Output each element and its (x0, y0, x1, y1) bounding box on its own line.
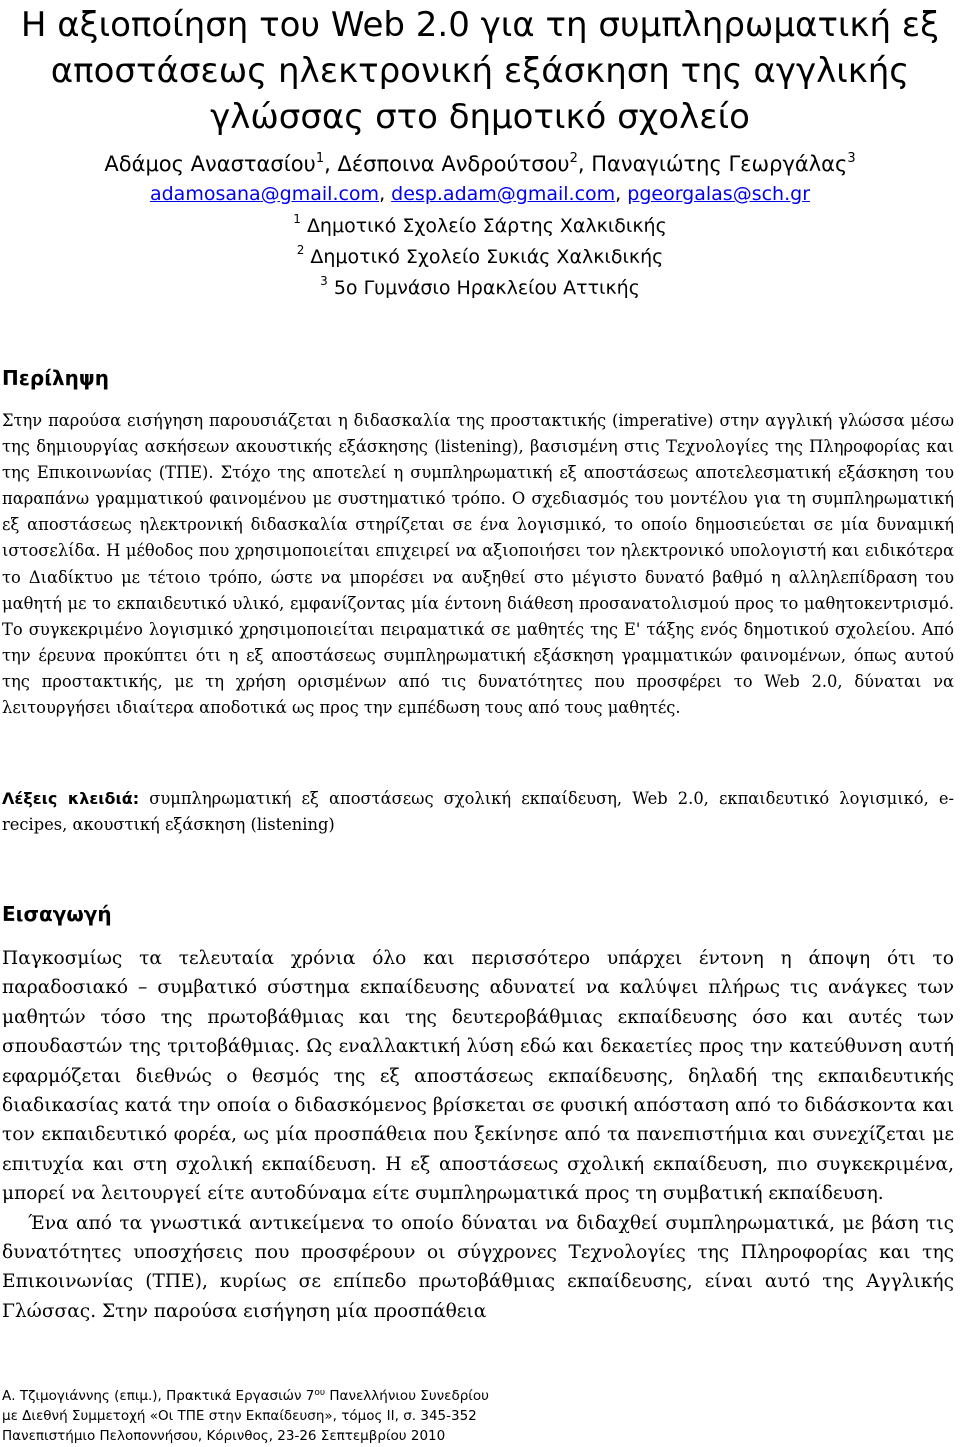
footer-line (2, 1386, 702, 1406)
abstract-heading: Περίληψη (2, 366, 109, 390)
email-link[interactable]: pgeorgalas@sch.gr (627, 183, 811, 205)
introduction-heading: Εισαγωγή (2, 902, 112, 926)
introduction-paragraph: Ένα από τα γνωστικά αντικείμενα το οποίο δύναται να διδαχθεί συμπληρωματικά, με βάση τις δυνατότητες υποσχήσεις που προσφέρουν οι σύγχρονες Τεχνολογίες της Πληροφορίας και της Επικοινωνίας (ΤΠΕ), κυρίως σε επίπεδο πρωτοβάθμιας εκπαίδευσης, είναι αυτό της Αγγλικής Γλώσσας. Στην παρούσα εισήγηση μία προσπάθεια (2, 1212, 954, 1322)
email-list (0, 181, 960, 207)
author-separator: , (324, 152, 338, 176)
affiliation-text: Δημοτικό Σχολείο Σάρτης Χαλκιδικής (306, 215, 667, 237)
email-separator: , (615, 183, 628, 205)
introduction-paragraph: Παγκοσμίως τα τελευταία χρόνια όλο και περισσότερο υπάρχει έντονη η άποψη ότι το παραδοσιακό – συμβατικό σύστημα εκπαίδευσης αδυνατεί να καλύψει πλήρως τις ανάγκες των μαθητών τόσο της πρωτοβάθμιας και της δευτεροβάθμιας εκπαίδευσης όσο και αυτές των σπουδαστών της τριτοβάθμιας. Ως εναλλακτική λύση εδώ και δεκαετίες προς την κατεύθυνση αυτή εφαρμόζεται διεθνώς ο θεσμός της εξ αποστάσεως εκπαίδευσης, δηλαδή της εκπαιδευτικής διαδικασίας κατά την οποία ο διδασκόμενος βρίσκεται σε φυσική απόσταση από το διδάσκοντα και τον εκπαιδευτικό φορέα, ως μία προσπάθεια που ξεκίνησε από τα πανεπιστήμια και συνεχίζεται με επιτυχία και στη σχολική εκπαίδευση. Η εξ αποστάσεως σχολική εκπαίδευση, πιο συγκεκριμένα, μπορεί να λειτουργεί είτε αυτοδύναμα είτε συμπληρωματικά προς τη συμβατική εκπαίδευση. (2, 948, 954, 1205)
footer-line: με Διεθνή Συμμετοχή «Οι ΤΠΕ στην Εκπαίδευση», τόμος ΙΙ, σ. 345-352 (2, 1408, 477, 1424)
keywords-label: Λέξεις κλειδιά: (2, 789, 140, 808)
affiliation-text: Δημοτικό Σχολείο Συκιάς Χαλκιδικής (310, 246, 664, 268)
author-name: Αδάμος Αναστασίου (104, 152, 316, 176)
affiliation-superscript: 2 (296, 243, 305, 257)
affiliation-superscript: 1 (293, 212, 301, 226)
keywords-paragraph (2, 786, 954, 838)
author-separator: , (577, 152, 592, 176)
author-superscript: 2 (569, 151, 578, 166)
affiliation-item (0, 273, 960, 304)
affiliation-item (0, 211, 960, 242)
proceedings-footer (2, 1386, 702, 1446)
keywords-text: συμπληρωματική εξ αποστάσεως σχολική εκπαίδευση, Web 2.0, εκπαιδευτικό λογισμικό, e-recipes, ακουστική εξάσκηση (listening) (2, 789, 954, 835)
email-link[interactable]: desp.adam@gmail.com (391, 183, 616, 205)
author-superscript: 1 (315, 151, 325, 166)
author-list (0, 150, 960, 178)
email-separator: , (379, 183, 392, 205)
author-name: Δέσποινα Ανδρούτσου (337, 152, 570, 176)
footer-text: Πανελλήνιου Συνεδρίου (325, 1388, 489, 1404)
email-link[interactable]: adamosana@gmail.com (149, 183, 380, 205)
abstract-text: Στην παρούσα εισήγηση παρουσιάζεται η διδασκαλία της προστακτικής (imperative) στην αγγλική γλώσσα μέσω της δημιουργίας ασκήσεων ακουστικής εξάσκησης (listening), βασισμένη στις Τεχνολογίες της Πληροφορίας και της Επικοινωνίας (ΤΠΕ). Στόχο της αποτελεί η συμπληρωματική εξ αποστάσεως αποτελεσματική εξάσκηση του παραπάνω γραμματικού φαινομένου με συστηματικό τρόπο. Ο σχεδιασμός του μοντέλου για τη συμπληρωματική εξ αποστάσεως ηλεκτρονική διδασκαλία στηρίζεται σε ένα λογισμικό, το οποίο δημοσιεύεται σε μία δυναμική ιστοσελίδα. Η μέθοδος που χρησιμοποιείται επιχειρεί να αξιοποιήσει τον ηλεκτρονικό υπολογιστή και ειδικότερα το Διαδίκτυο με τέτοιο τρόπο, ώστε να μπορέσει να αυξηθεί στο μέγιστο δυνατό βαθμό η αλληλεπίδραση του μαθητή με το εκπαιδευτικό υλικό, εμφανίζοντας μία έντονη διάθεση προσανατολισμού προς το μαθητοκεντρισμό. Το συγκεκριμένο λογισμικό χρησιμοποιείται πειραματικά σε μαθητές της Ε' τάξης ενός δημοτικού σχολείου. Από την έρευνα προκύπτει ότι η εξ αποστάσεως συμπληρωματική εξάσκηση γραμματικών φαινομένων, όπως αυτού της προστακτικής, με τη χρήση ορισμένων από τις δυνατότητες που προσφέρει το Web 2.0, δύναται να λειτουργήσει ιδιαίτερα αποδοτικά ως προς την εμπέδωση τους από τους μαθητές. (2, 411, 954, 718)
footer-superscript: ου (314, 1388, 326, 1398)
footer-line: Πανεπιστήμιο Πελοποννήσου, Κόρινθος, 23-26 Σεπτεμβρίου 2010 (2, 1428, 446, 1444)
author-superscript: 3 (847, 151, 856, 166)
paper-title: Η αξιοποίηση του Web 2.0 για τη συμπληρωματική εξ αποστάσεως ηλεκτρονική εξάσκηση της αγγλικής γλώσσας στο δημοτικό σχολείο (20, 5, 940, 137)
affiliation-text: 5ο Γυμνάσιο Ηρακλείου Αττικής (333, 277, 640, 299)
author-name: Παναγιώτης Γεωργάλας (591, 152, 848, 176)
footer-text: Α. Τζιμογιάννης (επιμ.), Πρακτικά Εργασιών 7 (2, 1388, 315, 1404)
introduction-body (2, 944, 954, 1326)
affiliation-item (0, 242, 960, 273)
affiliation-list (0, 211, 960, 304)
affiliation-superscript: 3 (320, 274, 328, 288)
